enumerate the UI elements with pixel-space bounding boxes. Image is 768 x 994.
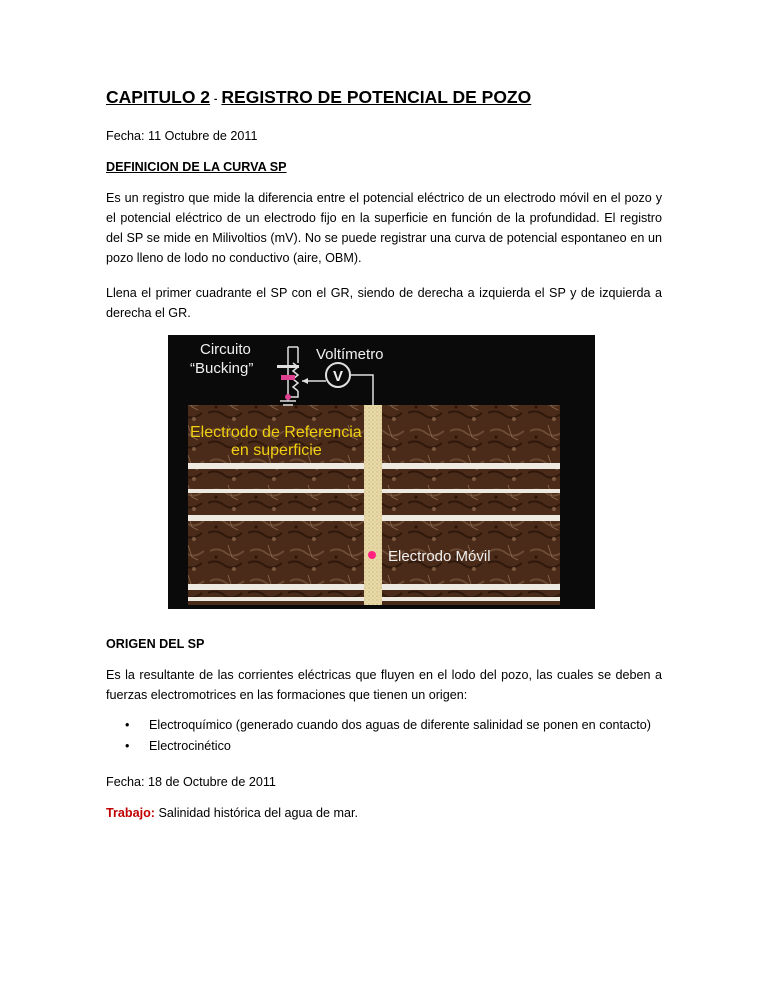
mobile-electrode-label: Electrodo Móvil <box>388 548 491 565</box>
junction-dot <box>285 394 291 400</box>
chapter-number: CAPITULO 2 <box>106 87 211 107</box>
text-line: Es un registro que mide la diferencia entre el potencial eléctrico de un electrodo móvil en el pozo y <box>106 191 662 205</box>
date-line-1: Fecha: 11 Octubre de 2011 <box>106 129 258 143</box>
work-line <box>106 803 358 823</box>
origin-list <box>106 715 651 757</box>
text-line: del SP se mide en Milivoltios (mV). No se puede registrar una curva de potencial espontaneo en un <box>106 231 662 245</box>
origin-paragraph <box>106 665 662 705</box>
list-item: • Electroquímico (generado cuando dos aguas de diferente salinidad se ponen en contacto) <box>106 715 651 736</box>
work-label: Trabajo: <box>106 806 155 820</box>
text-line: fuerzas electromotrices en las formaciones que tienen un origen: <box>106 688 468 702</box>
voltmeter-symbol: V <box>332 368 344 385</box>
text-line: derecha el GR. <box>106 306 191 320</box>
text-line: el potencial eléctrico de un electrodo fijo en la superficie en función de la profundidad. El registro <box>106 211 662 225</box>
circuit-label-line1: Circuito <box>200 341 251 358</box>
borehole <box>364 405 382 605</box>
reference-electrode-label-line2: en superficie <box>231 442 322 459</box>
heading-separator: - <box>214 94 218 105</box>
text-line: Llena el primer cuadrante el SP con el GR, siendo de derecha a izquierda el SP y de izquierda a <box>106 286 662 300</box>
section-title-definition: DEFINICION DE LA CURVA SP <box>106 160 287 174</box>
text-line: Es la resultante de las corrientes eléctricas que fluyen en el lodo del pozo, las cuales se deben a <box>106 668 662 682</box>
sp-circuit-figure <box>168 335 595 614</box>
date-line-2: Fecha: 18 de Octubre de 2011 <box>106 775 276 789</box>
section-title-origin: ORIGEN DEL SP <box>106 637 205 651</box>
voltmeter-label: Voltímetro <box>316 346 384 363</box>
quadrant-paragraph <box>106 283 662 323</box>
circuit-label-line2: “Bucking” <box>190 360 254 377</box>
text-line: pozo lleno de lodo no conductivo (aire, OBM). <box>106 251 362 265</box>
chapter-title: REGISTRO DE POTENCIAL DE POZO <box>221 87 532 107</box>
work-text: Salinidad histórica del agua de mar. <box>155 806 359 820</box>
sp-diagram <box>168 335 595 609</box>
mobile-electrode-dot <box>368 551 376 559</box>
list-item: • Electrocinético <box>106 736 651 757</box>
definition-paragraph <box>106 188 662 268</box>
chapter-heading <box>106 87 531 108</box>
reference-electrode-label-line1: Electrodo de Referencia <box>190 424 362 441</box>
